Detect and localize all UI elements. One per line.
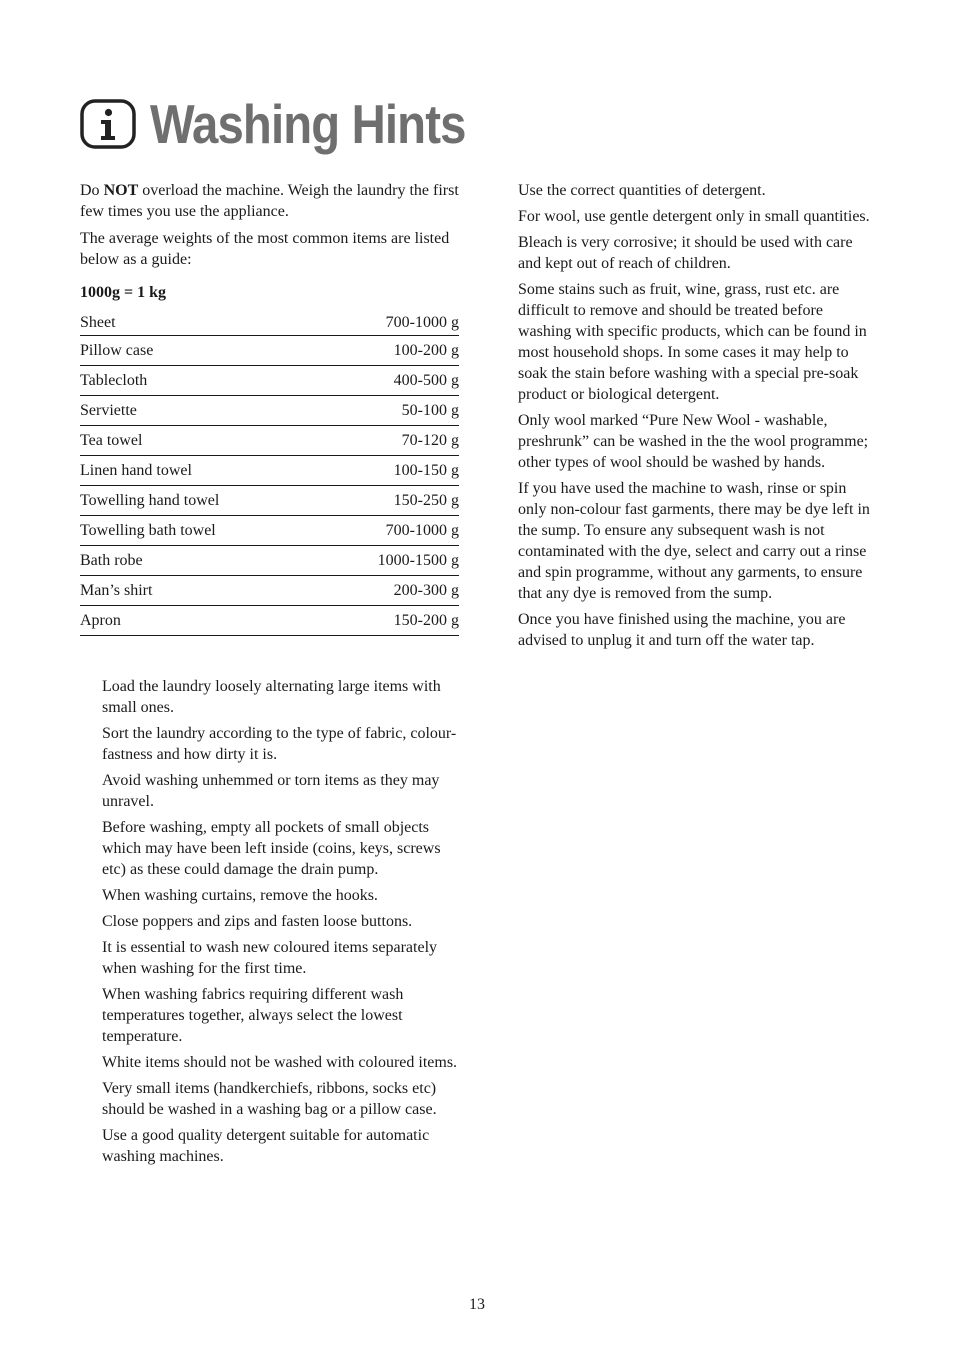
- info-icon: [80, 99, 136, 149]
- tip-item: Load the laundry loosely alternating large items with small ones.: [102, 678, 441, 716]
- weight-row: [80, 396, 459, 426]
- weight-value: 100-200 g: [319, 336, 459, 366]
- tip-item: When washing fabrics requiring different wash temperatures together, always select the lowest temperature.: [102, 986, 404, 1045]
- weight-value: 150-250 g: [319, 486, 459, 516]
- weight-item: Apron: [80, 606, 319, 636]
- tips-list: [80, 676, 460, 1167]
- page-number: 13: [469, 1296, 485, 1313]
- tip-item: It is essential to wash new coloured items separately when washing for the first time.: [102, 939, 438, 977]
- weight-item: Towelling bath towel: [80, 516, 319, 546]
- weight-item: Linen hand towel: [80, 456, 319, 486]
- tip-item: Avoid washing unhemmed or torn items as they may unravel.: [102, 772, 440, 810]
- weight-value: 700-1000 g: [319, 516, 459, 546]
- weight-row: [80, 576, 459, 606]
- right-column: [518, 180, 874, 656]
- tip-item: Sort the laundry according to the type of fabric, colour-fastness and how dirty it is.: [102, 725, 457, 763]
- weight-row: [80, 546, 459, 576]
- tip-item: Before washing, empty all pockets of small objects which may have been left inside (coins, keys, screws etc) as these could damage the drain pump.: [102, 819, 441, 878]
- overload-warning: [80, 180, 460, 222]
- hint-paragraph: Only wool marked “Pure New Wool - washable, preshrunk” can be washed in the the wool programme; other types of wool should be washed by hands.: [518, 412, 869, 471]
- hint-paragraph: Bleach is very corrosive; it should be used with care and kept out of reach of children.: [518, 234, 853, 272]
- weight-item: Tablecloth: [80, 366, 319, 396]
- tip-item: White items should not be washed with coloured items.: [102, 1054, 458, 1071]
- tip-item: Close poppers and zips and fasten loose buttons.: [102, 913, 413, 930]
- overload-text-pre: Do: [80, 182, 104, 199]
- tip-item: Very small items (handkerchiefs, ribbons, socks etc) should be washed in a washing bag or a pillow case.: [102, 1080, 437, 1118]
- hint-paragraph: Use the correct quantities of detergent.: [518, 182, 766, 199]
- page-title: Washing Hints: [150, 93, 466, 155]
- tip-item: Use a good quality detergent suitable for automatic washing machines.: [102, 1127, 430, 1165]
- weight-row: [80, 516, 459, 546]
- weight-item: Man’s shirt: [80, 576, 319, 606]
- weight-row: [80, 606, 459, 636]
- left-column: [80, 180, 460, 1172]
- weight-row: [80, 309, 459, 336]
- weight-value: 100-150 g: [319, 456, 459, 486]
- hint-paragraph: For wool, use gentle detergent only in small quantities.: [518, 208, 870, 225]
- weight-item: Pillow case: [80, 336, 319, 366]
- weight-value: 150-200 g: [319, 606, 459, 636]
- weights-heading: 1000g = 1 kg: [80, 284, 167, 301]
- weight-value: 50-100 g: [319, 396, 459, 426]
- weight-value: 1000-1500 g: [319, 546, 459, 576]
- hint-paragraph: Some stains such as fruit, wine, grass, rust etc. are difficult to remove and should be treated before washing with specific products, which can be found in most household shops. In some cases it may help to soak the stain before washing with a special pre-soak product or biological detergent.: [518, 281, 867, 403]
- overload-text-post: overload the machine. Weigh the laundry the first few times you use the appliance.: [80, 182, 459, 220]
- weight-value: 700-1000 g: [319, 309, 459, 336]
- weights-intro: The average weights of the most common items are listed below as a guide:: [80, 230, 450, 268]
- page-header: [80, 84, 517, 164]
- weight-row: [80, 456, 459, 486]
- overload-text-bold: NOT: [103, 182, 139, 199]
- weight-item: Sheet: [80, 309, 319, 336]
- tip-item: When washing curtains, remove the hooks.: [102, 887, 378, 904]
- weights-table: [80, 309, 459, 636]
- weight-value: 70-120 g: [319, 426, 459, 456]
- weight-row: [80, 486, 459, 516]
- weight-item: Tea towel: [80, 426, 319, 456]
- hint-paragraph: Once you have finished using the machine, you are advised to unplug it and turn off the water tap.: [518, 611, 846, 649]
- weight-item: Towelling hand towel: [80, 486, 319, 516]
- weight-row: [80, 366, 459, 396]
- weight-row: [80, 336, 459, 366]
- weight-value: 400-500 g: [319, 366, 459, 396]
- weight-item: Serviette: [80, 396, 319, 426]
- weight-row: [80, 426, 459, 456]
- weight-item: Bath robe: [80, 546, 319, 576]
- weight-value: 200-300 g: [319, 576, 459, 606]
- hint-paragraph: If you have used the machine to wash, rinse or spin only non-colour fast garments, there may be dye left in the sump. To ensure any subsequent wash is not contaminated with the dye, select and carry out a rinse and spin programme, without any garments, to ensure that any dye is removed from the sump.: [518, 480, 870, 602]
